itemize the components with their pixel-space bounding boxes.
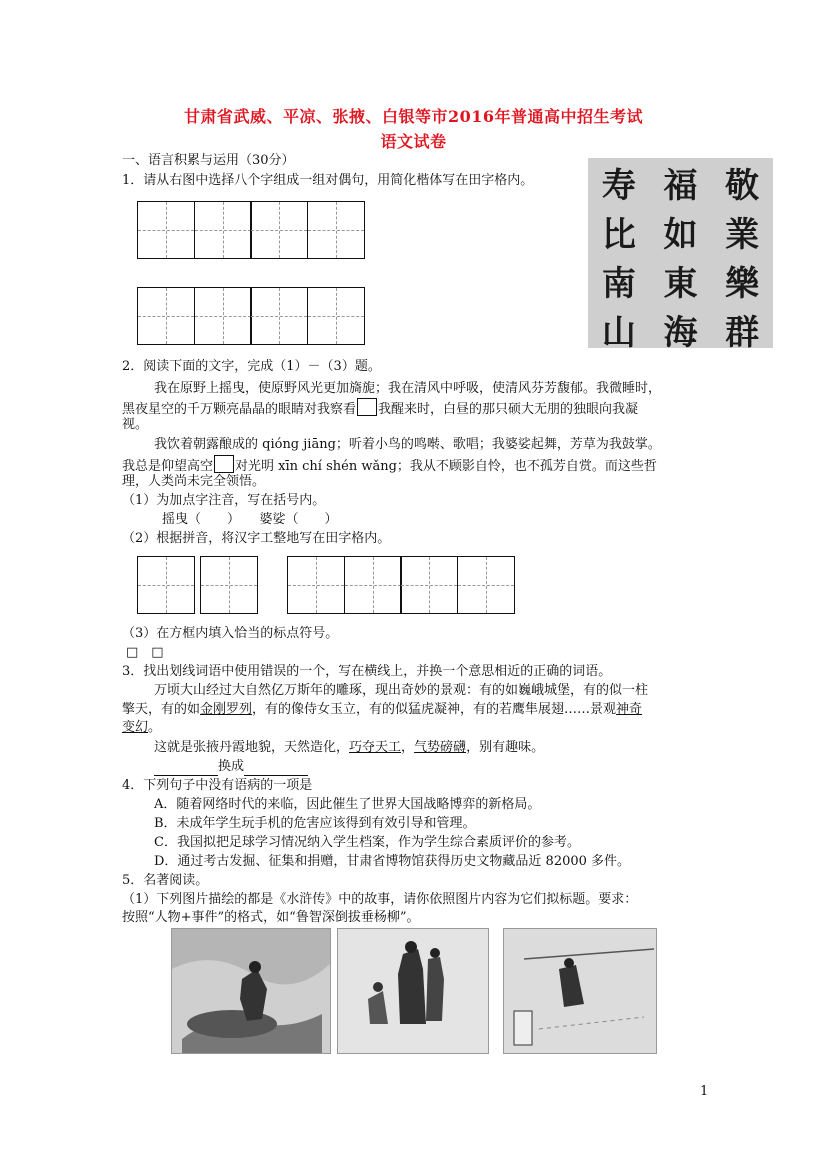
calligraphy-char: 如 xyxy=(663,215,698,255)
writing-grid-row-1[interactable] xyxy=(137,201,363,259)
exam-subtitle: 语文试卷 xyxy=(380,132,447,151)
writing-grid-pinyin-2[interactable] xyxy=(200,556,257,614)
question-3: 3．找出划线词语中使用错误的一个，写在横线上，并换一个意思相近的正确的词语。 xyxy=(122,664,612,679)
passage-text: 黑夜星空的千万颗亮晶晶的眼睛对我察看 xyxy=(122,402,357,417)
passage-line: 我饮着朝露酿成的 qióng jiāng；听着小鸟的鸣啭、歌唱；我婆娑起舞，芳草为我鼓掌。 xyxy=(154,437,661,452)
illustration-tiger-art xyxy=(172,929,330,1053)
question-2: 2．阅读下面的文字，完成（1）－（3）题。 xyxy=(122,359,381,374)
passage-line xyxy=(122,701,642,719)
exam-title: 甘肃省武威、平凉、张掖、白银等市2016年普通高中招生考试 xyxy=(183,107,644,126)
calligraphy-char: 樂 xyxy=(725,264,760,304)
question-5: 5．名著阅读。 xyxy=(122,873,209,888)
option-d[interactable]: D．通过考古发掘、征集和捐赠，甘肃省博物馆获得历史文物藏品近 82000 多件。 xyxy=(154,854,631,869)
answer-label: 换成 xyxy=(218,759,245,774)
underlined-phrase: 气势磅礴 xyxy=(414,740,467,755)
answer-boxes[interactable]: □ □ xyxy=(126,645,164,660)
writing-grid-pinyin-1[interactable] xyxy=(137,556,194,614)
underlined-phrase: 巧夺天工 xyxy=(349,740,402,755)
passage-text: 对光明 xīn chí shén wǎng；我从不顾影自怜，也不孤芳自赏。而这些哲 xyxy=(235,459,657,474)
answer-blank[interactable] xyxy=(154,763,218,776)
calligraphy-image xyxy=(588,158,773,353)
passage-text: 擎天，有的如 xyxy=(122,702,201,717)
question-1: 1．请从右图中选择八个字组成一组对偶句，用简化楷体写在田字格内。 xyxy=(122,173,534,188)
calligraphy-char: 群 xyxy=(725,313,760,353)
calligraphy-char: 南 xyxy=(601,264,636,304)
passage-line: 视。 xyxy=(122,417,149,432)
illustration-figures-art xyxy=(338,929,488,1053)
passage-line xyxy=(154,739,544,757)
illustration-snow-scene xyxy=(503,928,657,1054)
calligraphy-char: 山 xyxy=(601,313,636,353)
grid-cell[interactable] xyxy=(457,556,515,614)
passage-text: 我醒来时，白昼的那只硕大无朋的独眼向我凝 xyxy=(378,402,639,417)
illustration-tiger-scene xyxy=(171,928,331,1054)
grid-cell[interactable] xyxy=(194,201,252,259)
illustration-figures-scene xyxy=(337,928,489,1054)
grid-cell[interactable] xyxy=(250,201,308,259)
passage-text: ，别有趣味。 xyxy=(466,740,545,755)
grid-cell[interactable] xyxy=(307,201,365,259)
passage-line: 我在原野上摇曳，使原野风光更加旖旎；我在清风中呼吸，使清风芬芳馥郁。我微睡时， xyxy=(154,381,662,396)
passage-text: 我总是仰望高空 xyxy=(122,459,214,474)
grid-cell[interactable] xyxy=(200,556,258,614)
writing-grid-row-2[interactable] xyxy=(137,287,363,345)
passage-line: 理，人类尚未完全领悟。 xyxy=(122,474,266,489)
calligraphy-char: 敬 xyxy=(725,166,760,206)
sub-question-3: （3）在方框内填入恰当的标点符号。 xyxy=(122,626,339,641)
calligraphy-char: 東 xyxy=(663,264,698,304)
writing-grid-pinyin-3[interactable] xyxy=(287,556,513,614)
grid-cell[interactable] xyxy=(137,287,195,345)
option-b[interactable]: B．未成年学生玩手机的危害应该得到有效引导和管理。 xyxy=(154,816,476,831)
option-a[interactable]: A．随着网络时代的来临，因此催生了世界大国战略博弈的新格局。 xyxy=(154,797,541,812)
pinyin-blanks[interactable]: 摇曳（ ） 婆娑（ ） xyxy=(162,512,338,527)
calligraphy-char: 業 xyxy=(725,215,760,255)
illustration-snow-art xyxy=(504,929,656,1053)
passage-line xyxy=(122,719,161,737)
grid-cell[interactable] xyxy=(137,556,195,614)
grid-cell[interactable] xyxy=(250,287,308,345)
question-5-1: （1）下列图片描绘的都是《水浒传》中的故事，请你依照图片内容为它们拟标题。要求： xyxy=(122,892,638,907)
sub-question-2: （2）根据拼音，将汉字工整地写在田字格内。 xyxy=(122,531,391,546)
answer-blank[interactable] xyxy=(244,763,308,776)
grid-cell[interactable] xyxy=(307,287,365,345)
calligraphy-char: 海 xyxy=(663,313,698,353)
underlined-phrase: 金刚罗列 xyxy=(200,702,253,717)
page-number: 1 xyxy=(700,1084,709,1099)
answer-line[interactable] xyxy=(154,758,308,776)
passage-text: 这就是张掖丹霞地貌，天然造化， xyxy=(154,740,350,755)
calligraphy-char: 比 xyxy=(601,215,636,255)
grid-cell[interactable] xyxy=(194,287,252,345)
calligraphy-char: 福 xyxy=(663,166,698,206)
grid-cell[interactable] xyxy=(344,556,402,614)
passage-text: 。 xyxy=(148,720,162,735)
punctuation-box[interactable] xyxy=(214,455,234,473)
punctuation-box[interactable] xyxy=(357,398,377,416)
question-4: 4．下列句子中没有语病的一项是 xyxy=(122,778,313,793)
passage-line xyxy=(122,398,638,419)
grid-cell[interactable] xyxy=(287,556,345,614)
passage-text: ，有的像侍女玉立，有的似猛虎凝神，有的若鹰隼展翅……景观 xyxy=(252,702,617,717)
grid-cell[interactable] xyxy=(137,201,195,259)
underlined-phrase: 变幻 xyxy=(122,720,149,735)
option-c[interactable]: C．我国拟把足球学习情况纳入学生档案，作为学生综合素质评价的参考。 xyxy=(154,835,580,850)
underlined-phrase: 神奇 xyxy=(616,702,643,717)
sub-question-1: （1）为加点字注音，写在括号内。 xyxy=(122,493,326,508)
passage-text: ， xyxy=(401,740,415,755)
question-5-1-cont: 按照“人物+事件”的格式，如“鲁智深倒拔垂杨柳”。 xyxy=(122,910,420,925)
calligraphy-char: 寿 xyxy=(601,166,636,206)
grid-cell[interactable] xyxy=(400,556,458,614)
section-heading: 一、语言积累与运用（30分） xyxy=(122,153,295,168)
passage-line: 万顷大山经过大自然亿万斯年的雕琢，现出奇妙的景观：有的如巍峨城堡，有的似一柱 xyxy=(154,683,649,698)
